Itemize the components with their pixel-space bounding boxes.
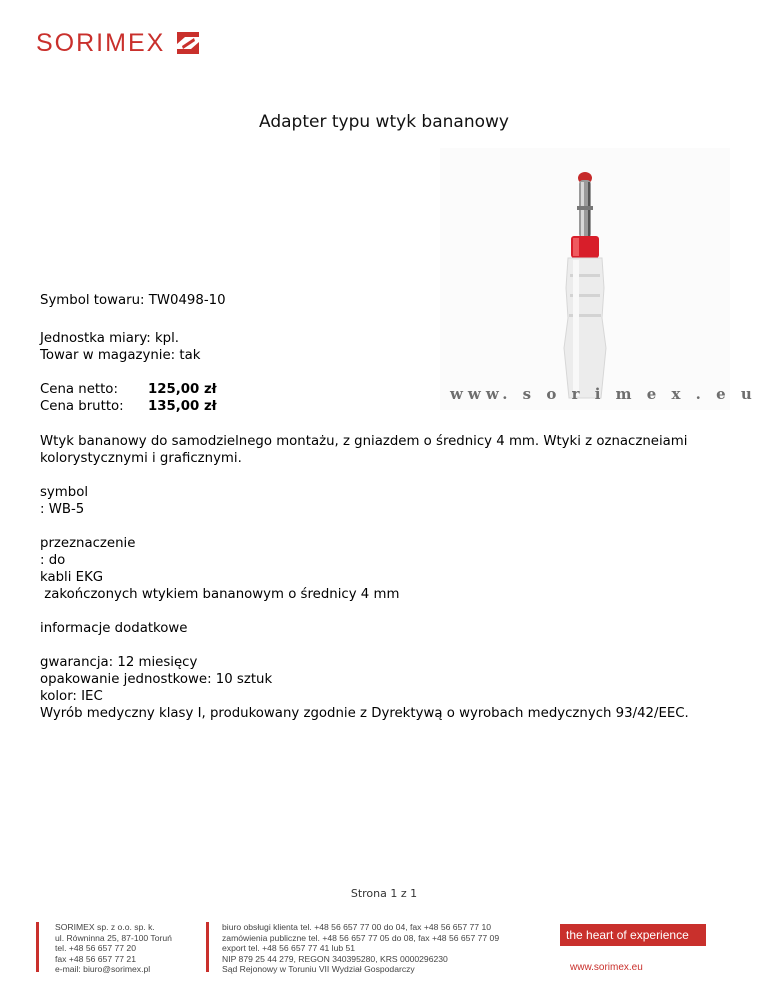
unit-of-measure: Jednostka miary: kpl. — [40, 331, 180, 346]
color-info: kolor: IEC — [40, 689, 103, 704]
footer-contact-line: NIP 879 25 44 279, REGON 340395280, KRS 0000296230 — [222, 953, 448, 964]
footer-divider-2 — [206, 922, 209, 972]
footer-contact-line: Sąd Rejonowy w Toruniu VII Wydział Gospodarczy — [222, 964, 415, 974]
sorimex-logo-icon — [173, 30, 203, 56]
purpose-label: przeznaczenie — [40, 536, 136, 551]
footer-company-line: e-mail: biuro@sorimex.pl — [55, 964, 151, 974]
net-price-label: Cena netto: — [40, 382, 118, 397]
footer-company-line: ul. Równinna 25, 87-100 Toruń — [55, 932, 172, 943]
product-image — [440, 148, 730, 410]
purpose-line-3: zakończonych wtykiem bananowym o średnicy 4 mm — [40, 587, 400, 602]
footer-company-line: tel. +48 56 657 77 20 — [55, 943, 136, 953]
description-line-1: Wtyk bananowy do samodzielnego montażu, z gniazdem o średnicy 4 mm. Wtyki z oznaczneiami — [40, 434, 688, 449]
footer-company-line: SORIMEX sp. z o.o. sp. k. — [55, 922, 155, 932]
symbol-value: : WB-5 — [40, 502, 85, 517]
description-line-2: kolorystycznymi i graficznymi. — [40, 451, 242, 466]
footer-website-link[interactable]: www.sorimex.eu — [570, 962, 643, 973]
gross-price-label: Cena brutto: — [40, 399, 124, 414]
warranty: gwarancja: 12 miesięcy — [40, 655, 198, 670]
additional-info-heading: informacje dodatkowe — [40, 621, 188, 636]
gross-price-row — [40, 398, 217, 415]
footer-contact-line: zamówienia publiczne tel. +48 56 657 77 05 do 08, fax +48 56 657 77 09 — [222, 932, 500, 943]
company-logo — [36, 28, 203, 58]
page-number: Strona 1 z 1 — [350, 887, 418, 900]
footer-divider-1 — [36, 922, 39, 972]
footer-company-line: fax +48 56 657 77 21 — [55, 953, 136, 964]
gross-price-value: 135,00 zł — [148, 399, 217, 414]
footer-contact-line: export tel. +48 56 657 77 41 lub 51 — [222, 943, 356, 953]
symbol-label: symbol — [40, 485, 89, 500]
packaging: opakowanie jednostkowe: 10 sztuk — [40, 672, 273, 687]
medical-device-note: Wyrób medyczny klasy I, produkowany zgodnie z Dyrektywą o wyrobach medycznych 93/42/EEC. — [40, 706, 689, 721]
purpose-line-1: : do — [40, 553, 66, 568]
footer-company-info — [55, 922, 172, 975]
page-title: Adapter typu wtyk bananowy — [259, 112, 509, 132]
net-price-row — [40, 381, 217, 398]
product-symbol: Symbol towaru: TW0498-10 — [40, 293, 226, 308]
stock-status: Towar w magazynie: tak — [40, 348, 201, 363]
watermark: www. s o r i m e x . e u — [450, 385, 757, 403]
footer-contact-line: biuro obsługi klienta tel. +48 56 657 77 00 do 04, fax +48 56 657 77 10 — [222, 922, 492, 932]
purpose-line-2: kabli EKG — [40, 570, 104, 585]
footer-contact-info — [222, 922, 499, 975]
logo-text: SORIMEX — [36, 28, 166, 57]
footer-tagline: the heart of experience — [560, 924, 706, 946]
net-price-value: 125,00 zł — [148, 382, 217, 397]
